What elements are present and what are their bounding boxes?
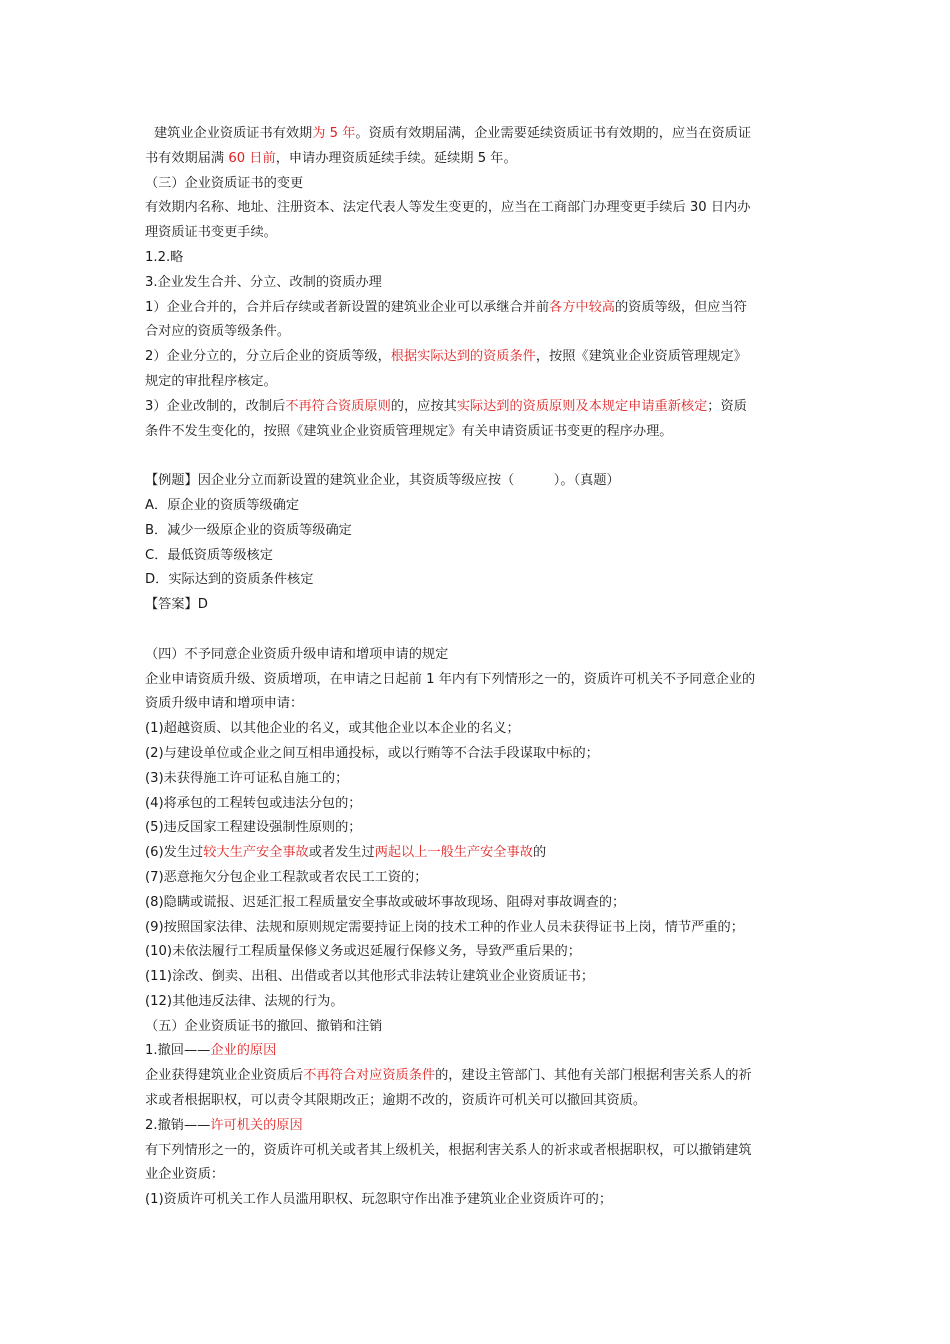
text-segment: 【答案】D [145, 597, 208, 613]
text-segment: 求或者根据职权，可以责令其限期改正；逾期不改的，资质许可机关可以撤回其资质。 [145, 1093, 647, 1109]
highlighted-text: 为 5 年 [312, 126, 356, 141]
text-line [145, 370, 810, 395]
text-segment: 的 [532, 845, 547, 861]
highlighted-text: 各方中较高 [549, 299, 615, 315]
text-line [145, 816, 810, 841]
highlighted-text: 企业的原因 [210, 1043, 277, 1059]
text-line [145, 320, 810, 345]
text-segment: 书有效期届满 [145, 150, 229, 166]
text-line [145, 568, 810, 593]
text-line [145, 717, 810, 742]
highlighted-text: 60 日前 [228, 150, 276, 166]
text-segment: (1)资质许可机关工作人员滥用职权、玩忽职守作出准予建筑业企业资质许可的； [145, 1192, 613, 1208]
text-line [145, 172, 810, 197]
text-segment: (10)未依法履行工程质量保修义务或迟延履行保修义务，导致严重后果的； [145, 944, 581, 960]
text-segment: (9)按照国家法律、法规和原则规定需要持证上岗的技术工种的作业人员未获得证书上岗，情节严重的； [145, 919, 744, 935]
blank-line [145, 618, 810, 643]
text-segment: 。资质有效期届满，企业需要延续资质证书有效期的，应当在资质证 [355, 126, 752, 141]
text-line [145, 221, 810, 246]
text-segment: (7)恶意拖欠分包企业工程款或者农民工工资的； [145, 869, 428, 885]
text-segment: B．减少一级原企业的资质等级确定 [145, 522, 352, 538]
text-segment: (8)隐瞒或谎报、迟延汇报工程质量安全事故或破坏事故现场、阻碍对事故调查的； [145, 894, 626, 910]
text-segment: 2）企业分立的，分立后企业的资质等级， [145, 349, 391, 365]
text-segment: （五）企业资质证书的撤回、撤销和注销 [145, 1018, 383, 1034]
text-segment: （三）企业资质证书的变更 [145, 175, 304, 191]
text-segment: (3)未获得施工许可证私自施工的； [145, 770, 349, 786]
text-segment: 条件不发生变化的，按照《建筑业企业资质管理规定》有关申请资质证书变更的程序办理。 [145, 423, 673, 439]
text-line [145, 345, 810, 370]
text-line [145, 420, 810, 445]
text-segment: 的，应按其 [390, 398, 457, 414]
text-segment: (5)违反国家工程建设强制性原则的； [145, 820, 362, 836]
text-line [145, 1089, 810, 1114]
text-line [145, 519, 810, 544]
text-line [145, 668, 810, 693]
text-segment: 或者发生过 [308, 845, 375, 861]
text-segment: (6)发生过 [145, 845, 204, 861]
text-segment: 1.撤回—— [145, 1043, 211, 1059]
text-line [145, 271, 810, 296]
document-body [145, 122, 810, 1213]
text-segment: 1）企业合并的，合并后存续或者新设置的建筑业企业可以承继合并前 [145, 299, 550, 315]
highlighted-text: 两起以上一般生产安全事故 [374, 845, 533, 861]
text-segment: 的资质等级，但应当符 [614, 299, 747, 315]
text-line [145, 891, 810, 916]
text-line [145, 147, 810, 172]
text-segment: 2.撤销—— [145, 1117, 211, 1133]
highlighted-text: 不再符合对应资质条件 [303, 1068, 436, 1084]
text-line [145, 692, 810, 717]
text-segment: 规定的审批程序核定。 [145, 373, 277, 389]
text-line [145, 544, 810, 569]
text-line [145, 593, 810, 618]
highlighted-text: 实际达到的资质原则及本规定申请重新核定 [456, 398, 708, 414]
highlighted-text: 许可机关的原因 [210, 1117, 303, 1133]
text-segment: 企业申请资质升级、资质增项，在申请之日起前 1 年内有下列情形之一的，资质许可机关不予同意企业的 [145, 671, 756, 687]
text-segment: 资质升级申请和增项申请： [145, 696, 304, 712]
text-line [145, 1188, 810, 1213]
text-line [145, 990, 810, 1015]
text-segment: 有效期内名称、地址、注册资本、法定代表人等发生变更的，应当在工商部门办理变更手续后 30 日内办 [145, 200, 751, 216]
text-line [145, 494, 810, 519]
text-segment: D．实际达到的资质条件核定 [145, 572, 314, 588]
text-segment: ，申请办理资质延续手续。延续期 5 年。 [275, 150, 517, 166]
text-segment: （四）不予同意企业资质升级申请和增项申请的规定 [145, 646, 449, 662]
text-line [145, 940, 810, 965]
text-segment: (12)其他违反法律、法规的行为。 [145, 993, 344, 1009]
text-line [145, 1015, 810, 1040]
text-line [145, 296, 810, 321]
text-segment: (2)与建设单位或企业之间互相串通投标，或以行贿等不合法手段谋取中标的； [145, 745, 599, 761]
text-line [145, 767, 810, 792]
text-line [145, 866, 810, 891]
text-line [145, 1039, 810, 1064]
highlighted-text: 不再符合资质原则 [285, 398, 391, 414]
text-line [145, 643, 810, 668]
text-segment: 3.企业发生合并、分立、改制的资质办理 [145, 274, 382, 290]
text-segment: (1)超越资质、以其他企业的名义，或其他企业以本企业的名义； [145, 721, 520, 737]
text-segment: C．最低资质等级核定 [145, 547, 273, 563]
text-line [145, 469, 810, 494]
text-segment: 业企业资质： [145, 1167, 225, 1183]
text-segment: 【例题】因企业分立而新设置的建筑业企业，其资质等级应按（ ）。（真题） [145, 473, 620, 489]
text-line [145, 122, 810, 147]
text-line [145, 1064, 810, 1089]
text-segment: 1.2.略 [145, 249, 184, 265]
text-segment: 有下列情形之一的，资质许可机关或者其上级机关，根据利害关系人的祈求或者根据职权，可以撤销建筑 [145, 1142, 752, 1158]
text-segment: ，按照《建筑业企业资质管理规定》 [535, 349, 747, 365]
text-segment: 3）企业改制的，改制后 [145, 398, 286, 414]
text-line [145, 196, 810, 221]
text-line [145, 395, 810, 420]
text-segment: 合对应的资质等级条件。 [145, 324, 291, 340]
text-segment: 企业获得建筑业企业资质后 [145, 1068, 304, 1084]
text-line [145, 916, 810, 941]
text-line [145, 742, 810, 767]
text-segment: ；资质 [707, 398, 747, 414]
text-line [145, 792, 810, 817]
text-line [145, 965, 810, 990]
text-segment: A．原企业的资质等级确定 [145, 497, 300, 513]
text-line [145, 1163, 810, 1188]
text-segment: 建筑业企业资质证书有效期 [154, 126, 313, 141]
text-segment: 理资质证书变更手续。 [145, 225, 277, 241]
text-line [145, 841, 810, 866]
blank-line [145, 444, 810, 469]
highlighted-text: 较大生产安全事故 [203, 845, 309, 861]
highlighted-text: 根据实际达到的资质条件 [390, 349, 536, 365]
text-line [145, 246, 810, 271]
text-line [145, 1114, 810, 1139]
text-segment: (4)将承包的工程转包或违法分包的； [145, 795, 362, 811]
text-line [145, 1139, 810, 1164]
text-segment: (11)涂改、倒卖、出租、出借或者以其他形式非法转让建筑业企业资质证书； [145, 969, 595, 985]
text-segment: 的，建设主管部门、其他有关部门根据利害关系人的祈 [435, 1068, 752, 1084]
